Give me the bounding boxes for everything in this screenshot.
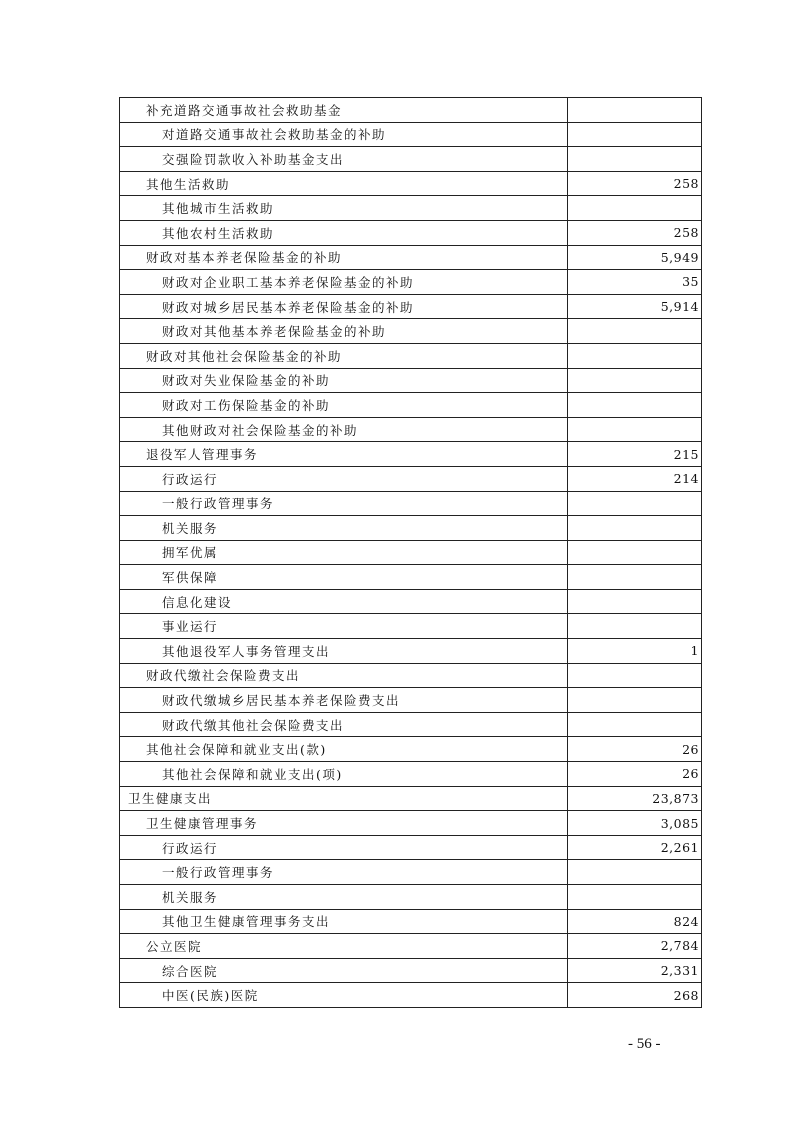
- item-name-cell: 财政对工伤保险基金的补助: [120, 393, 568, 418]
- amount-cell: [568, 368, 702, 393]
- table-row: [120, 762, 702, 787]
- amount-cell: [568, 122, 702, 147]
- table-row: [120, 343, 702, 368]
- table-row: [120, 98, 702, 123]
- item-name-cell: 财政对失业保险基金的补助: [120, 368, 568, 393]
- table-row: [120, 442, 702, 467]
- table-row: [120, 811, 702, 836]
- table-row: [120, 860, 702, 885]
- item-name-cell: 财政代缴其他社会保险费支出: [120, 712, 568, 737]
- item-name-cell: 对道路交通事故社会救助基金的补助: [120, 122, 568, 147]
- amount-cell: [568, 491, 702, 516]
- item-name-cell: 军供保障: [120, 565, 568, 590]
- table-row: [120, 516, 702, 541]
- item-name-cell: 其他财政对社会保险基金的补助: [120, 417, 568, 442]
- budget-expenditure-table: [119, 97, 702, 1008]
- table-row: [120, 270, 702, 295]
- amount-cell: 824: [568, 909, 702, 934]
- amount-cell: [568, 343, 702, 368]
- item-name-cell: 机关服务: [120, 516, 568, 541]
- amount-cell: 258: [568, 220, 702, 245]
- amount-cell: 23,873: [568, 786, 702, 811]
- amount-cell: 3,085: [568, 811, 702, 836]
- amount-cell: 214: [568, 466, 702, 491]
- item-name-cell: 退役军人管理事务: [120, 442, 568, 467]
- table-row: [120, 737, 702, 762]
- table-row: [120, 245, 702, 270]
- amount-cell: 2,261: [568, 835, 702, 860]
- item-name-cell: 其他农村生活救助: [120, 220, 568, 245]
- amount-cell: [568, 663, 702, 688]
- item-name-cell: 卫生健康管理事务: [120, 811, 568, 836]
- table-row: [120, 934, 702, 959]
- item-name-cell: 其他卫生健康管理事务支出: [120, 909, 568, 934]
- item-name-cell: 财政代缴城乡居民基本养老保险费支出: [120, 688, 568, 713]
- item-name-cell: 财政对城乡居民基本养老保险基金的补助: [120, 294, 568, 319]
- amount-cell: 26: [568, 737, 702, 762]
- table-row: [120, 786, 702, 811]
- item-name-cell: 财政对企业职工基本养老保险基金的补助: [120, 270, 568, 295]
- amount-cell: 2,331: [568, 958, 702, 983]
- table-row: [120, 589, 702, 614]
- table-row: [120, 466, 702, 491]
- amount-cell: 1: [568, 639, 702, 664]
- amount-cell: 258: [568, 171, 702, 196]
- amount-cell: [568, 196, 702, 221]
- table-row: [120, 835, 702, 860]
- item-name-cell: 财政对其他社会保险基金的补助: [120, 343, 568, 368]
- table-row: [120, 540, 702, 565]
- item-name-cell: 一般行政管理事务: [120, 491, 568, 516]
- item-name-cell: 其他社会保障和就业支出(项): [120, 762, 568, 787]
- table-row: [120, 663, 702, 688]
- table-row: [120, 885, 702, 910]
- amount-cell: [568, 540, 702, 565]
- table-row: [120, 565, 702, 590]
- item-name-cell: 其他城市生活救助: [120, 196, 568, 221]
- item-name-cell: 综合医院: [120, 958, 568, 983]
- table-row: [120, 958, 702, 983]
- table-row: [120, 491, 702, 516]
- table-row: [120, 393, 702, 418]
- amount-cell: 35: [568, 270, 702, 295]
- amount-cell: 268: [568, 983, 702, 1008]
- amount-cell: [568, 516, 702, 541]
- amount-cell: [568, 688, 702, 713]
- table-row: [120, 614, 702, 639]
- item-name-cell: 行政运行: [120, 835, 568, 860]
- table-body: [120, 98, 702, 1008]
- amount-cell: [568, 393, 702, 418]
- item-name-cell: 财政对基本养老保险基金的补助: [120, 245, 568, 270]
- page-number: - 56 -: [628, 1036, 661, 1052]
- item-name-cell: 机关服务: [120, 885, 568, 910]
- amount-cell: [568, 885, 702, 910]
- amount-cell: [568, 417, 702, 442]
- table-row: [120, 122, 702, 147]
- amount-cell: [568, 98, 702, 123]
- amount-cell: [568, 860, 702, 885]
- item-name-cell: 事业运行: [120, 614, 568, 639]
- item-name-cell: 交强险罚款收入补助基金支出: [120, 147, 568, 172]
- table-row: [120, 171, 702, 196]
- amount-cell: [568, 712, 702, 737]
- item-name-cell: 中医(民族)医院: [120, 983, 568, 1008]
- item-name-cell: 信息化建设: [120, 589, 568, 614]
- table-row: [120, 639, 702, 664]
- item-name-cell: 行政运行: [120, 466, 568, 491]
- table-row: [120, 319, 702, 344]
- amount-cell: 215: [568, 442, 702, 467]
- item-name-cell: 财政对其他基本养老保险基金的补助: [120, 319, 568, 344]
- table-row: [120, 294, 702, 319]
- amount-cell: 26: [568, 762, 702, 787]
- table-row: [120, 196, 702, 221]
- amount-cell: 2,784: [568, 934, 702, 959]
- item-name-cell: 其他生活救助: [120, 171, 568, 196]
- amount-cell: [568, 147, 702, 172]
- amount-cell: 5,949: [568, 245, 702, 270]
- item-name-cell: 财政代缴社会保险费支出: [120, 663, 568, 688]
- amount-cell: [568, 614, 702, 639]
- table-row: [120, 909, 702, 934]
- item-name-cell: 拥军优属: [120, 540, 568, 565]
- amount-cell: [568, 589, 702, 614]
- table-row: [120, 983, 702, 1008]
- amount-cell: [568, 319, 702, 344]
- table-row: [120, 712, 702, 737]
- table-row: [120, 220, 702, 245]
- table-row: [120, 688, 702, 713]
- table-row: [120, 147, 702, 172]
- item-name-cell: 公立医院: [120, 934, 568, 959]
- item-name-cell: 其他社会保障和就业支出(款): [120, 737, 568, 762]
- table-row: [120, 368, 702, 393]
- item-name-cell: 一般行政管理事务: [120, 860, 568, 885]
- table-row: [120, 417, 702, 442]
- item-name-cell: 其他退役军人事务管理支出: [120, 639, 568, 664]
- item-name-cell: 补充道路交通事故社会救助基金: [120, 98, 568, 123]
- item-name-cell: 卫生健康支出: [120, 786, 568, 811]
- amount-cell: 5,914: [568, 294, 702, 319]
- amount-cell: [568, 565, 702, 590]
